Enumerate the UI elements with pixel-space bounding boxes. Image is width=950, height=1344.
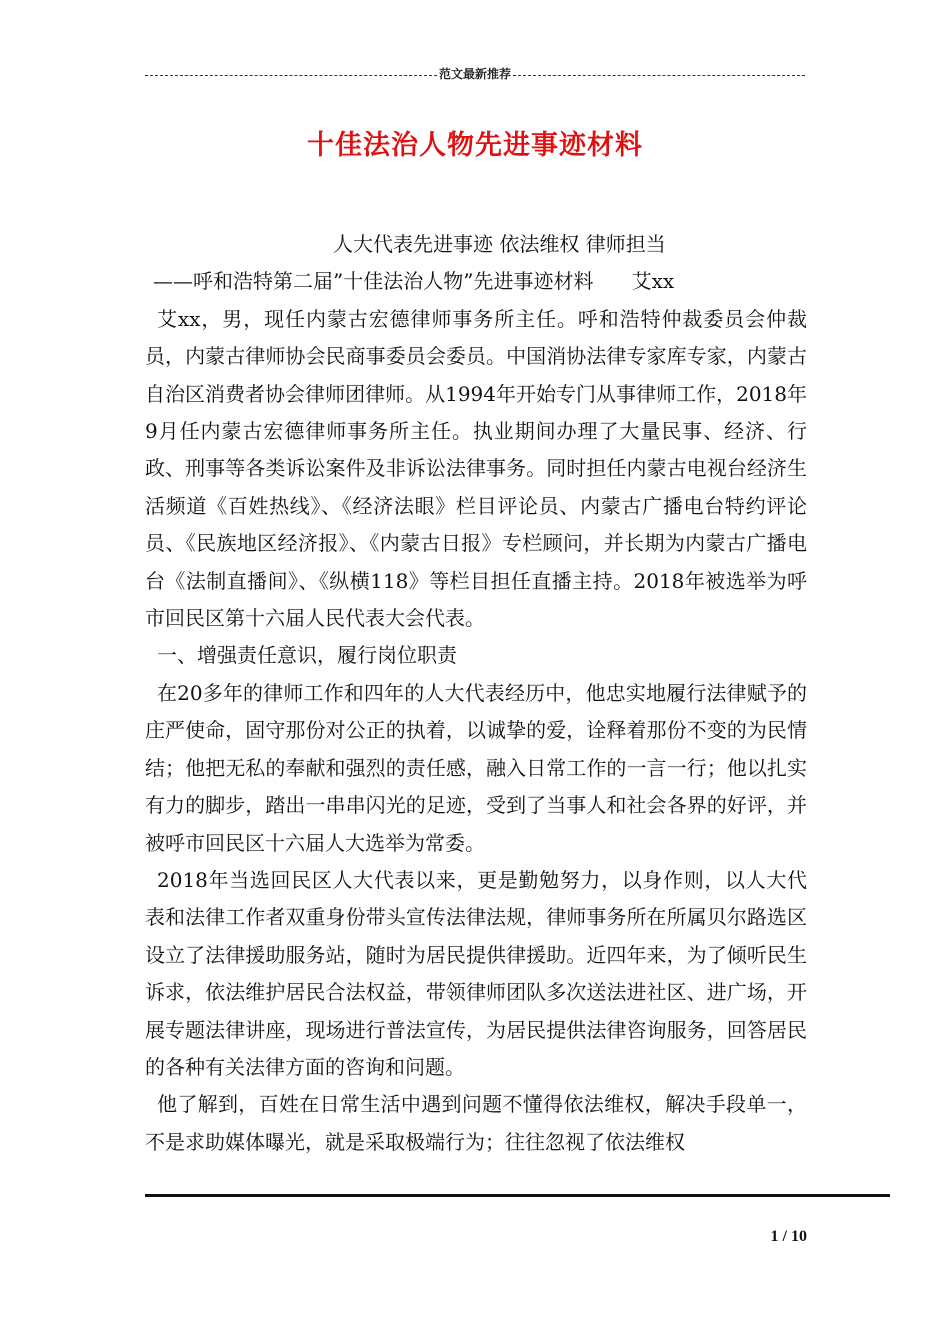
header-label: 范文最新推荐 xyxy=(439,67,512,81)
paragraph: 在20多年的律师工作和四年的人大代表经历中，他忠实地履行法律赋予的庄严使命，固守那份对公正的执着，以诚挚的爱，诠释着那份不变的为民情结；他把无私的奉献和强烈的责任感，融入日常工作的一言一行；他以扎实有力的脚步，踏出一串串闪光的足迹，受到了当事人和社会各界的好评，并被呼市回民区十六届人大选举为常委。 xyxy=(145,680,807,855)
paragraph: 他了解到，百姓在日常生活中遇到问题不懂得依法维权，解决手段单一，不是求助媒体曝光，就是采取极端行为；往往忽视了依法维权 xyxy=(145,1092,807,1154)
document-body xyxy=(145,226,807,1161)
page-header xyxy=(145,66,805,82)
footer-rule xyxy=(145,1194,890,1197)
paragraph: 2018年当选回民区人大代表以来，更是勤勉努力，以身作则，以人大代表和法律工作者双重身份带头宣传法律法规，律师事务所在所属贝尔路选区设立了法律援助服务站，随时为居民提供律援助。近四年来，为了倾听民生诉求，依法维护居民合法权益，带领律师团队多次送法进社区、进广场，开展专题法律讲座，现场进行普法宣传，为居民提供法律咨询服务，回答居民的各种有关法律方面的咨询和问题。 xyxy=(145,867,807,1079)
header-dash-right xyxy=(513,75,805,76)
subtitle-line-2: ——呼和浩特第二届”十佳法治人物”先进事迹材料 艾xx xyxy=(153,269,675,294)
paragraph-intro: 艾xx，男，现任内蒙古宏德律师事务所主任。呼和浩特仲裁委员会仲裁员，内蒙古律师协会民商事委员会委员。中国消协法律专家库专家，内蒙古自治区消费者协会律师团律师。从1994年开始专门从事律师工作，2018年9月任内蒙古宏德律师事务所主任。执业期间办理了大量民事、经济、行政、刑事等各类诉讼案件及非诉讼法律事务。同时担任内蒙古电视台经济生活频道《百姓热线》、《经济法眼》栏目评论员、内蒙古广播电台特约评论员、《民族地区经济报》、《内蒙古日报》专栏顾问，并长期为内蒙古广播电台《法制直播间》、《纵横118》等栏目担任直播主持。2018年被选举为呼市回民区第十六届人民代表大会代表。 xyxy=(145,306,807,631)
header-dash-left xyxy=(145,75,437,76)
section-heading: 一、增强责任意识，履行岗位职责 xyxy=(157,643,457,668)
page-number: 1 / 10 xyxy=(770,1228,807,1245)
document-title: 十佳法治人物先进事迹材料 xyxy=(307,130,643,161)
subtitle-line-1: 人大代表先进事迹 依法维权 律师担当 xyxy=(333,232,666,256)
